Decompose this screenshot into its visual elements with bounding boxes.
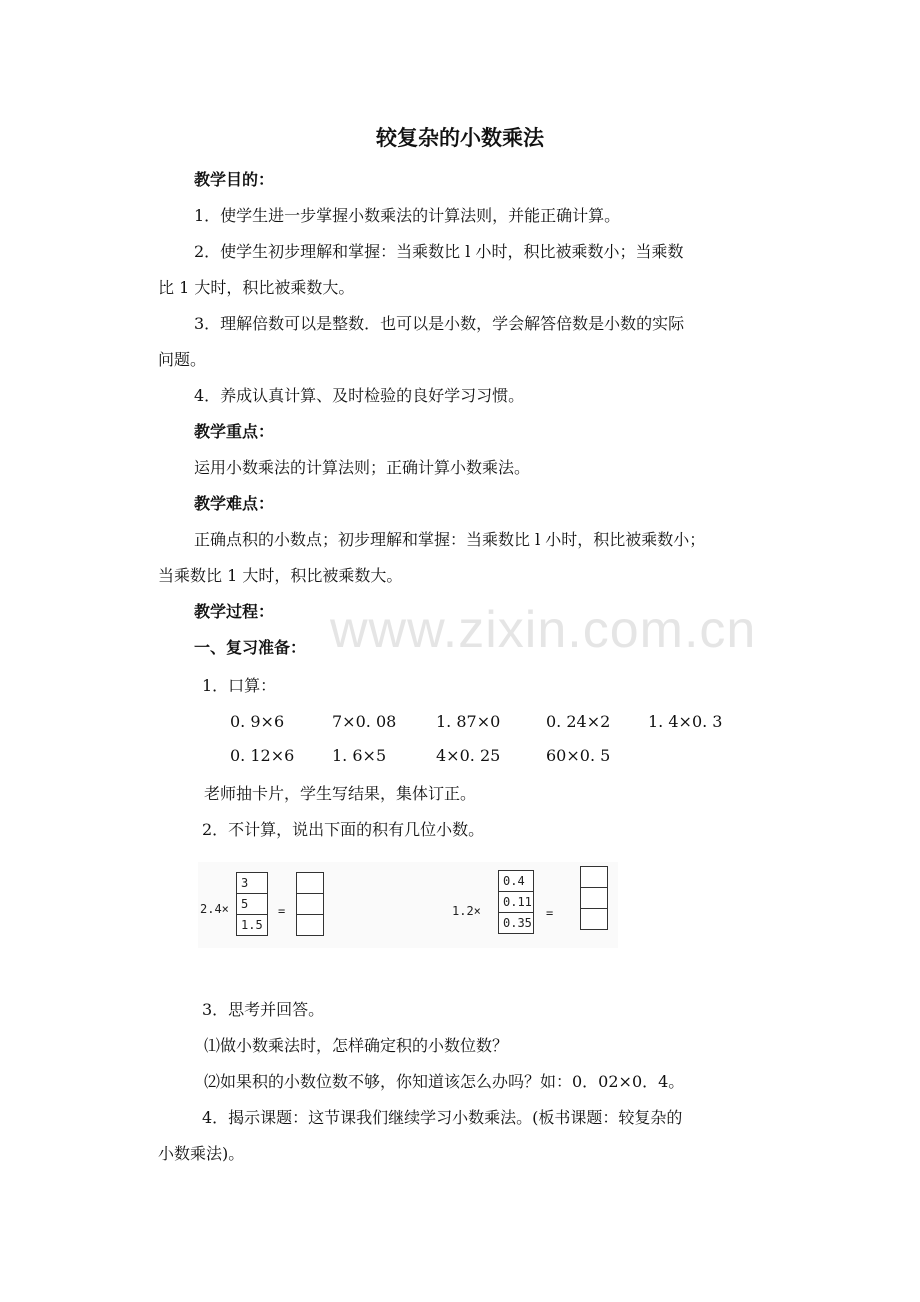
heading-review: 一、复习准备：	[194, 638, 307, 657]
answer-box	[297, 873, 323, 894]
difficult-text-line-2: 当乘数比 1 大时，积比被乘数大。	[158, 566, 403, 585]
stack-cell: 0.35	[503, 916, 532, 930]
watermark: www.zixin.com.cn	[330, 601, 757, 659]
calc-item: 0. 9×6	[230, 712, 285, 731]
question-2: ⑵如果积的小数位数不够，你知道该怎么办吗？如：0．02×0．4。	[204, 1072, 685, 1091]
stack-cell: 0.11	[499, 892, 533, 913]
answer-box	[581, 909, 607, 929]
left-multiplier: 2.4×	[200, 902, 229, 916]
item-4-line-1: 4．揭示课题：这节课我们继续学习小数乘法。(板书课题：较复杂的	[202, 1108, 683, 1127]
page-title: 较复杂的小数乘法	[376, 126, 544, 150]
calc-item: 0. 12×6	[230, 746, 295, 765]
calc-item: 1. 6×5	[332, 746, 387, 765]
calc-item: 60×0. 5	[546, 746, 611, 765]
heading-goals: 教学目的：	[194, 170, 275, 189]
goal-4: 4．养成认真计算、及时检验的良好学习习惯。	[194, 386, 525, 405]
key-points-text: 运用小数乘法的计算法则；正确计算小数乘法。	[194, 458, 531, 477]
calc-item: 7×0. 08	[332, 712, 397, 731]
right-multiplier: 1.2×	[452, 904, 481, 918]
answer-box	[297, 894, 323, 915]
right-factor-stack	[498, 870, 534, 934]
oral-note: 老师抽卡片，学生写结果，集体订正。	[204, 784, 477, 803]
difficult-text-line-1: 正确点积的小数点；初步理解和掌握：当乘数比 l 小时，积比被乘数小；	[194, 530, 706, 549]
heading-key-points: 教学重点：	[194, 422, 275, 441]
answer-box	[581, 888, 607, 909]
goal-3-line-1: 3．理解倍数可以是整数．也可以是小数，学会解答倍数是小数的实际	[194, 314, 685, 333]
left-answer-boxes	[296, 872, 324, 936]
heading-process: 教学过程：	[194, 602, 275, 621]
calc-item: 0. 24×2	[546, 712, 611, 731]
stack-cell: 1.5	[241, 918, 263, 932]
right-answer-boxes	[580, 866, 608, 930]
question-1: ⑴做小数乘法时，怎样确定积的小数位数？	[204, 1036, 509, 1055]
calc-item: 1. 4×0. 3	[648, 712, 723, 731]
oral-label: 1．口算：	[202, 676, 277, 695]
goal-2-line-2: 比 1 大时，积比被乘数大。	[158, 278, 355, 297]
left-factor-stack	[236, 872, 268, 936]
item-4-line-2: 小数乘法)。	[158, 1144, 245, 1163]
answer-box	[297, 915, 323, 935]
stack-cell: 5	[237, 894, 267, 915]
heading-difficult-points: 教学难点：	[194, 494, 275, 513]
equals-sign: =	[546, 906, 554, 920]
decimal-places-figure	[198, 862, 618, 948]
item-2: 2．不计算，说出下面的积有几位小数。	[202, 820, 485, 839]
answer-box	[581, 867, 607, 888]
item-3: 3．思考并回答。	[202, 1000, 325, 1019]
goal-2-line-1: 2．使学生初步理解和掌握：当乘数比 l 小时，积比被乘数小；当乘数	[194, 242, 684, 261]
calc-item: 4×0. 25	[436, 746, 501, 765]
equals-sign: =	[278, 904, 286, 918]
stack-cell: 0.4	[499, 871, 533, 892]
goal-1: 1．使学生进一步掌握小数乘法的计算法则，并能正确计算。	[194, 206, 621, 225]
goal-3-line-2: 问题。	[158, 350, 207, 369]
calc-item: 1. 87×0	[436, 712, 501, 731]
stack-cell: 3	[237, 873, 267, 894]
